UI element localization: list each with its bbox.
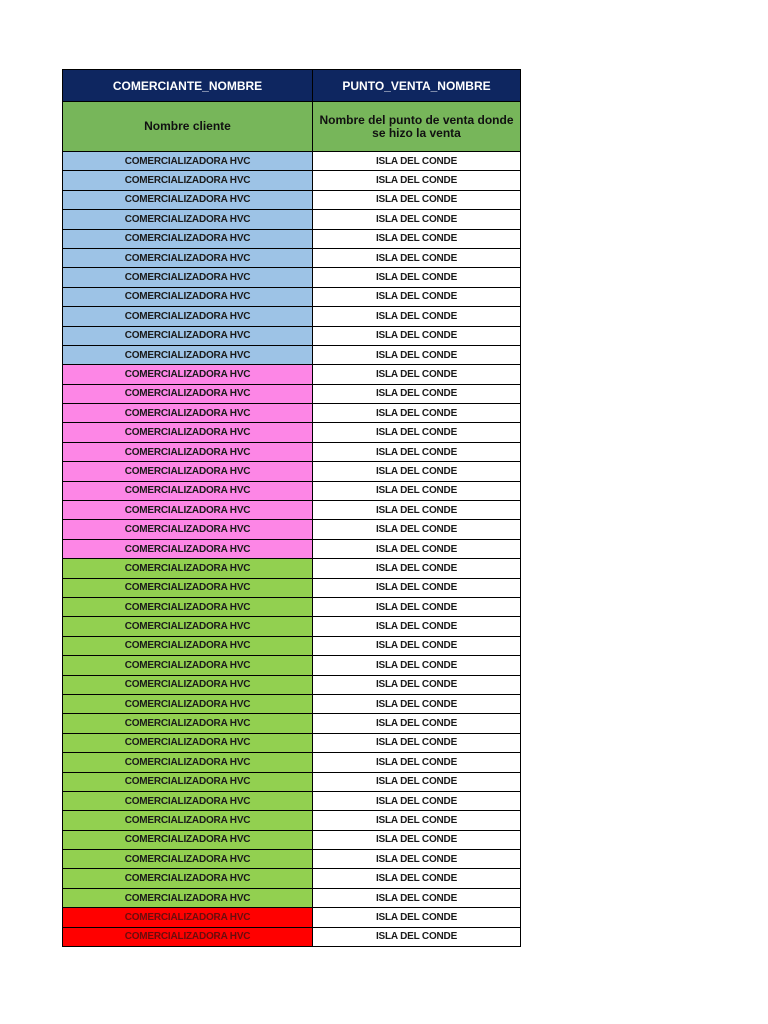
point-of-sale-cell[interactable]: ISLA DEL CONDE	[313, 191, 521, 210]
point-of-sale-cell[interactable]: ISLA DEL CONDE	[313, 617, 521, 636]
table-row	[62, 327, 521, 346]
merchant-name-cell[interactable]: COMERCIALIZADORA HVC	[62, 210, 313, 229]
point-of-sale-cell[interactable]: ISLA DEL CONDE	[313, 385, 521, 404]
merchant-name-cell[interactable]: COMERCIALIZADORA HVC	[62, 462, 313, 481]
point-of-sale-cell[interactable]: ISLA DEL CONDE	[313, 346, 521, 365]
point-of-sale-cell[interactable]: ISLA DEL CONDE	[313, 171, 521, 190]
merchant-name-cell[interactable]: COMERCIALIZADORA HVC	[62, 443, 313, 462]
point-of-sale-cell[interactable]: ISLA DEL CONDE	[313, 462, 521, 481]
point-of-sale-cell[interactable]: ISLA DEL CONDE	[313, 928, 521, 947]
point-of-sale-cell[interactable]: ISLA DEL CONDE	[313, 714, 521, 733]
merchant-name-cell[interactable]: COMERCIALIZADORA HVC	[62, 773, 313, 792]
table-row	[62, 171, 521, 190]
spreadsheet-table	[62, 69, 521, 947]
table-row	[62, 423, 521, 442]
merchant-name-cell[interactable]: COMERCIALIZADORA HVC	[62, 482, 313, 501]
merchant-name-cell[interactable]: COMERCIALIZADORA HVC	[62, 559, 313, 578]
table-row	[62, 482, 521, 501]
header-cell-punto-venta-nombre[interactable]: PUNTO_VENTA_NOMBRE	[313, 69, 521, 102]
point-of-sale-cell[interactable]: ISLA DEL CONDE	[313, 850, 521, 869]
merchant-name-cell[interactable]: COMERCIALIZADORA HVC	[62, 714, 313, 733]
merchant-name-cell[interactable]: COMERCIALIZADORA HVC	[62, 792, 313, 811]
merchant-name-cell[interactable]: COMERCIALIZADORA HVC	[62, 404, 313, 423]
table-row	[62, 676, 521, 695]
merchant-name-cell[interactable]: COMERCIALIZADORA HVC	[62, 385, 313, 404]
table-row	[62, 443, 521, 462]
table-row	[62, 346, 521, 365]
point-of-sale-cell[interactable]: ISLA DEL CONDE	[313, 152, 521, 171]
table-row	[62, 869, 521, 888]
merchant-name-cell[interactable]: COMERCIALIZADORA HVC	[62, 811, 313, 830]
table-row	[62, 210, 521, 229]
table-row	[62, 889, 521, 908]
table-row	[62, 307, 521, 326]
merchant-name-cell[interactable]: COMERCIALIZADORA HVC	[62, 249, 313, 268]
description-cell-client-name[interactable]: Nombre cliente	[62, 102, 313, 152]
table-row	[62, 792, 521, 811]
merchant-name-cell[interactable]: COMERCIALIZADORA HVC	[62, 191, 313, 210]
point-of-sale-cell[interactable]: ISLA DEL CONDE	[313, 831, 521, 850]
point-of-sale-cell[interactable]: ISLA DEL CONDE	[313, 889, 521, 908]
table-row	[62, 831, 521, 850]
point-of-sale-cell[interactable]: ISLA DEL CONDE	[313, 268, 521, 287]
table-row	[62, 908, 521, 927]
merchant-name-cell[interactable]: COMERCIALIZADORA HVC	[62, 753, 313, 772]
merchant-name-cell[interactable]: COMERCIALIZADORA HVC	[62, 598, 313, 617]
table-row	[62, 928, 521, 947]
merchant-name-cell[interactable]: COMERCIALIZADORA HVC	[62, 579, 313, 598]
merchant-name-cell[interactable]: COMERCIALIZADORA HVC	[62, 520, 313, 539]
merchant-name-cell[interactable]: COMERCIALIZADORA HVC	[62, 889, 313, 908]
merchant-name-cell[interactable]: COMERCIALIZADORA HVC	[62, 656, 313, 675]
merchant-name-cell[interactable]: COMERCIALIZADORA HVC	[62, 928, 313, 947]
merchant-name-cell[interactable]: COMERCIALIZADORA HVC	[62, 152, 313, 171]
description-cell-point-of-sale[interactable]: Nombre del punto de venta donde se hizo la venta	[313, 102, 521, 152]
point-of-sale-cell[interactable]: ISLA DEL CONDE	[313, 792, 521, 811]
point-of-sale-cell[interactable]: ISLA DEL CONDE	[313, 637, 521, 656]
point-of-sale-cell[interactable]: ISLA DEL CONDE	[313, 540, 521, 559]
table-row	[62, 385, 521, 404]
merchant-name-cell[interactable]: COMERCIALIZADORA HVC	[62, 676, 313, 695]
table-row	[62, 152, 521, 171]
point-of-sale-cell[interactable]: ISLA DEL CONDE	[313, 520, 521, 539]
header-cell-comerciante-nombre[interactable]: COMERCIANTE_NOMBRE	[62, 69, 313, 102]
table-row	[62, 249, 521, 268]
point-of-sale-cell[interactable]: ISLA DEL CONDE	[313, 307, 521, 326]
point-of-sale-cell[interactable]: ISLA DEL CONDE	[313, 753, 521, 772]
table-row	[62, 753, 521, 772]
point-of-sale-cell[interactable]: ISLA DEL CONDE	[313, 734, 521, 753]
table-row	[62, 617, 521, 636]
point-of-sale-cell[interactable]: ISLA DEL CONDE	[313, 869, 521, 888]
table-row	[62, 288, 521, 307]
point-of-sale-cell[interactable]: ISLA DEL CONDE	[313, 559, 521, 578]
table-row	[62, 404, 521, 423]
table-row	[62, 734, 521, 753]
point-of-sale-cell[interactable]: ISLA DEL CONDE	[313, 288, 521, 307]
point-of-sale-cell[interactable]: ISLA DEL CONDE	[313, 327, 521, 346]
merchant-name-cell[interactable]: COMERCIALIZADORA HVC	[62, 869, 313, 888]
point-of-sale-cell[interactable]: ISLA DEL CONDE	[313, 365, 521, 384]
merchant-name-cell[interactable]: COMERCIALIZADORA HVC	[62, 850, 313, 869]
table-row	[62, 637, 521, 656]
table-row	[62, 230, 521, 249]
point-of-sale-cell[interactable]: ISLA DEL CONDE	[313, 676, 521, 695]
point-of-sale-cell[interactable]: ISLA DEL CONDE	[313, 579, 521, 598]
merchant-name-cell[interactable]: COMERCIALIZADORA HVC	[62, 365, 313, 384]
merchant-name-cell[interactable]: COMERCIALIZADORA HVC	[62, 734, 313, 753]
header-row	[62, 69, 521, 102]
point-of-sale-cell[interactable]: ISLA DEL CONDE	[313, 482, 521, 501]
table-row	[62, 579, 521, 598]
table-row	[62, 462, 521, 481]
point-of-sale-cell[interactable]: ISLA DEL CONDE	[313, 695, 521, 714]
table-row	[62, 365, 521, 384]
merchant-name-cell[interactable]: COMERCIALIZADORA HVC	[62, 908, 313, 927]
merchant-name-cell[interactable]: COMERCIALIZADORA HVC	[62, 831, 313, 850]
table-row	[62, 695, 521, 714]
merchant-name-cell[interactable]: COMERCIALIZADORA HVC	[62, 230, 313, 249]
point-of-sale-cell[interactable]: ISLA DEL CONDE	[313, 210, 521, 229]
table-body	[62, 152, 521, 947]
merchant-name-cell[interactable]: COMERCIALIZADORA HVC	[62, 423, 313, 442]
merchant-name-cell[interactable]: COMERCIALIZADORA HVC	[62, 501, 313, 520]
merchant-name-cell[interactable]: COMERCIALIZADORA HVC	[62, 171, 313, 190]
table-row	[62, 268, 521, 287]
merchant-name-cell[interactable]: COMERCIALIZADORA HVC	[62, 307, 313, 326]
table-row	[62, 559, 521, 578]
merchant-name-cell[interactable]: COMERCIALIZADORA HVC	[62, 617, 313, 636]
merchant-name-cell[interactable]: COMERCIALIZADORA HVC	[62, 327, 313, 346]
merchant-name-cell[interactable]: COMERCIALIZADORA HVC	[62, 288, 313, 307]
point-of-sale-cell[interactable]: ISLA DEL CONDE	[313, 501, 521, 520]
merchant-name-cell[interactable]: COMERCIALIZADORA HVC	[62, 637, 313, 656]
point-of-sale-cell[interactable]: ISLA DEL CONDE	[313, 811, 521, 830]
point-of-sale-cell[interactable]: ISLA DEL CONDE	[313, 598, 521, 617]
table-row	[62, 191, 521, 210]
table-row	[62, 520, 521, 539]
description-row	[62, 102, 521, 152]
point-of-sale-cell[interactable]: ISLA DEL CONDE	[313, 908, 521, 927]
point-of-sale-cell[interactable]: ISLA DEL CONDE	[313, 230, 521, 249]
point-of-sale-cell[interactable]: ISLA DEL CONDE	[313, 443, 521, 462]
point-of-sale-cell[interactable]: ISLA DEL CONDE	[313, 773, 521, 792]
table-row	[62, 811, 521, 830]
point-of-sale-cell[interactable]: ISLA DEL CONDE	[313, 249, 521, 268]
merchant-name-cell[interactable]: COMERCIALIZADORA HVC	[62, 346, 313, 365]
table-row	[62, 598, 521, 617]
table-row	[62, 501, 521, 520]
merchant-name-cell[interactable]: COMERCIALIZADORA HVC	[62, 540, 313, 559]
table-row	[62, 850, 521, 869]
table-row	[62, 714, 521, 733]
merchant-name-cell[interactable]: COMERCIALIZADORA HVC	[62, 268, 313, 287]
table-row	[62, 656, 521, 675]
point-of-sale-cell[interactable]: ISLA DEL CONDE	[313, 656, 521, 675]
point-of-sale-cell[interactable]: ISLA DEL CONDE	[313, 404, 521, 423]
table-row	[62, 773, 521, 792]
table-row	[62, 540, 521, 559]
merchant-name-cell[interactable]: COMERCIALIZADORA HVC	[62, 695, 313, 714]
point-of-sale-cell[interactable]: ISLA DEL CONDE	[313, 423, 521, 442]
